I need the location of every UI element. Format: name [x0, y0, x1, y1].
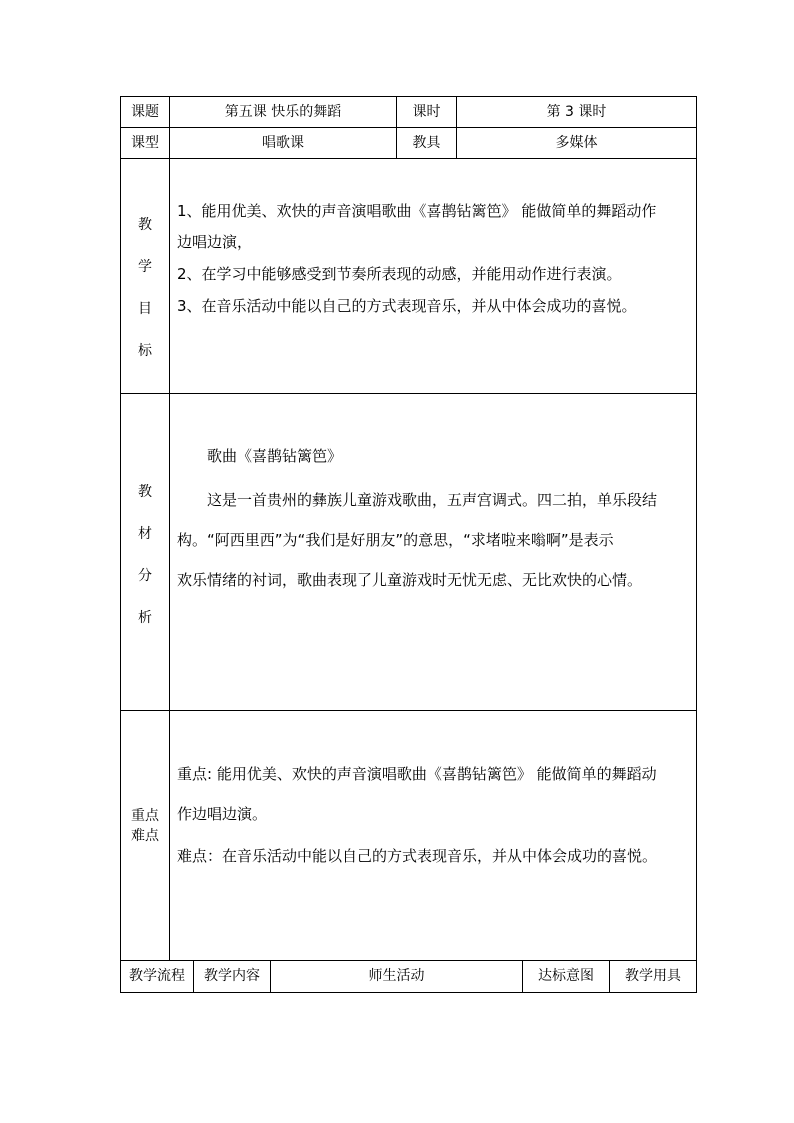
row-divider — [120, 158, 697, 159]
keypoints-label-line2: 难点 — [131, 828, 159, 844]
analysis-line: 欢乐情绪的衬词，歌曲表现了儿童游戏时无忧无虑、无比欢快的心情。 — [177, 571, 643, 589]
label-type: 课型 — [131, 135, 159, 151]
label-course: 课题 — [131, 104, 159, 120]
footer-col-activity: 师生活动 — [368, 968, 425, 984]
footer-col-content: 教学内容 — [204, 968, 260, 984]
objectives-label-char: 学 — [138, 259, 152, 275]
row-divider — [120, 710, 697, 711]
label-tools: 教具 — [412, 135, 441, 151]
analysis-label-char: 教 — [138, 484, 152, 500]
objectives-label-char: 教 — [138, 217, 152, 233]
row-divider — [120, 127, 697, 128]
keypoint-line: 作边唱边演。 — [177, 805, 268, 823]
objectives-label-char: 目 — [138, 301, 152, 317]
objective-line: 2、在学习中能够感受到节奏所表现的动感，并能用动作进行表演。 — [177, 265, 622, 283]
objective-line: 1、能用优美、欢快的声音演唱歌曲《喜鹊钻篱笆》 能做简单的舞蹈动作 — [177, 202, 657, 220]
objective-line: 3、在音乐活动中能以自己的方式表现音乐，并从中体会成功的喜悦。 — [177, 297, 637, 315]
keypoint-line: 重点: 能用优美、欢快的声音演唱歌曲《喜鹊钻篱笆》 能做简单的舞蹈动 — [177, 765, 657, 783]
objective-line: 边唱边演， — [177, 233, 253, 251]
row-divider — [120, 960, 697, 961]
row-divider — [120, 393, 697, 394]
table-border-right — [696, 96, 697, 993]
table-border-bottom — [120, 992, 697, 993]
keypoint-line: 难点：在音乐活动中能以自己的方式表现音乐，并从中体会成功的喜悦。 — [177, 847, 658, 865]
label-period: 课时 — [412, 104, 441, 120]
period-value: 第 3 课时 — [546, 104, 607, 120]
table-border-top — [120, 96, 697, 97]
footer-col-intent: 达标意图 — [538, 968, 594, 984]
analysis-line: 这是一首贵州的彝族儿童游戏歌曲，五声宫调式。四二拍，单乐段结 — [207, 491, 658, 509]
analysis-label-char: 析 — [138, 610, 152, 626]
footer-col-tools: 教学用具 — [625, 968, 681, 984]
footer-col-process: 教学流程 — [129, 968, 185, 984]
course-title: 第五课 快乐的舞蹈 — [224, 104, 342, 120]
objectives-label-char: 标 — [138, 343, 152, 359]
tools-value: 多媒体 — [555, 135, 598, 151]
analysis-label-char: 材 — [138, 526, 152, 542]
type-value: 唱歌课 — [262, 135, 304, 151]
analysis-line: 构。“阿西里西”为“我们是好朋友”的意思，“求堵啦来嗡啊”是表示 — [177, 531, 614, 549]
song-title: 歌曲《喜鹊钻篱笆》 — [207, 447, 343, 465]
keypoints-label-line1: 重点 — [131, 808, 159, 824]
analysis-label-char: 分 — [138, 568, 152, 584]
